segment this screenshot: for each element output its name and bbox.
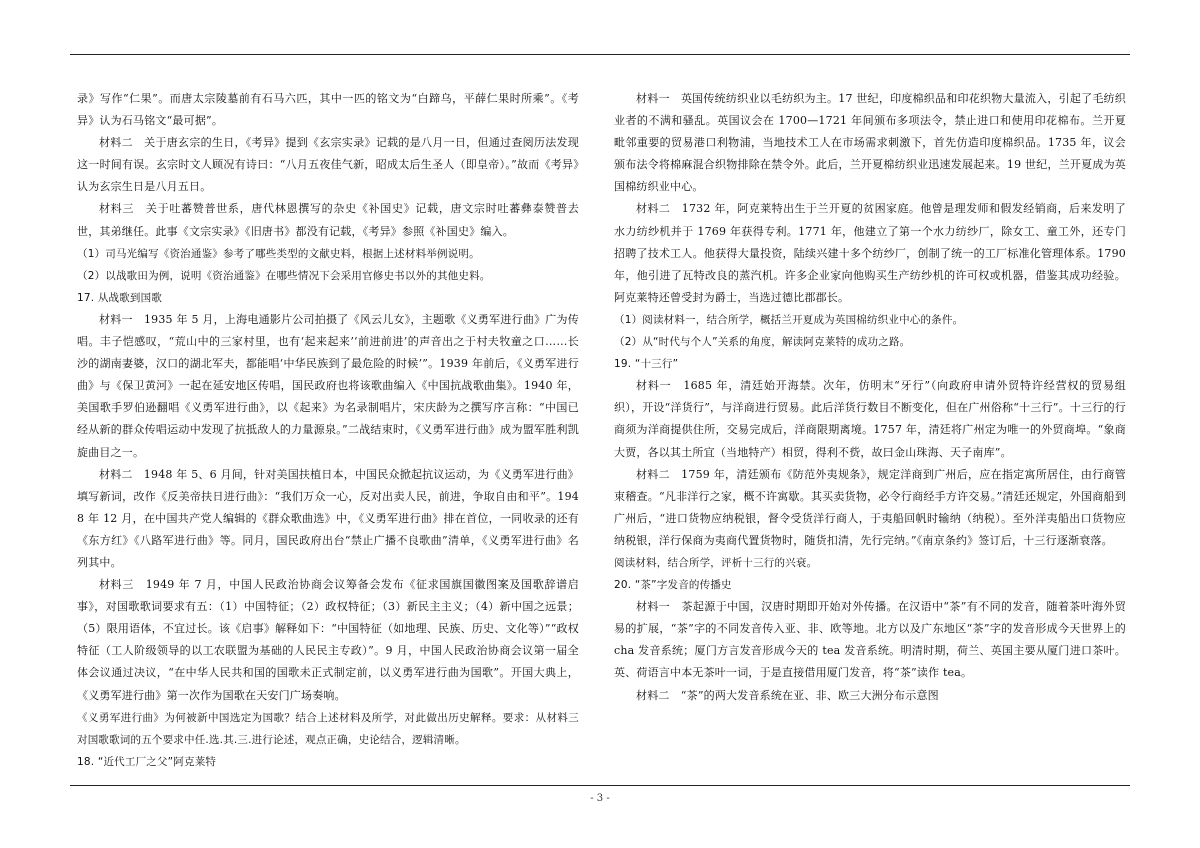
header-rule (70, 54, 1130, 55)
page-number: - 3 - (590, 793, 610, 804)
left-column (77, 88, 579, 773)
right-paragraph-1: 材料一 英国传统纺织业以毛纺织为主。17 世纪，印度棉织品和印花织物大量流入，引起了毛纺织业者的不满和骚乱。英国议会在 1700—1721 年间颁布多项法令，禁止进口和使用印花棉布。兰开夏毗邻重要的贸易港口利物浦，当地技术工人在市场需求刺激下，首先仿造印度棉织品。1735 年，议会颁布法令将棉麻混合织物排除在禁令外。此后，兰开夏棉纺织业迅速发展起来。19 世纪，兰开夏成为英国棉纺织业中心。 (614, 92, 1126, 194)
right-paragraph-2: 材料二 1732 年，阿克莱特出生于兰开夏的贫困家庭。他曾是理发师和假发经销商，后来发明了水力纺纱机并于 1769 年获得专利。1771 年，他建立了第一个水力纺纱厂，除女工、童工外，还专门招聘了技术工人。他获得大量投资，陆续兴建十多个纺纱厂，创制了统一的工厂标准化管理体系。1790 年，他引进了瓦特改良的蒸汽机。许多企业家向他购买生产纺纱机的许可权或机器，借鉴其成功经验。阿克莱特还曾受封为爵士，当选过德比郡郡长。 (614, 202, 1126, 304)
question-19-title: 19. “十三行” (614, 358, 679, 371)
left-paragraph-6: 材料三 1949 年 7 月，中国人民政治协商会议筹备会发布《征求国旗国徽图案及国歌辞谱启事》，对国歌歌词要求有五：（1）中国特征；（2）政权特征；（3）新民主主义；（4）新中国之远景；（5）限用语体，不宜过长。该《启事》解释如下：“中国特征（如地理、民族、历史、文化等）”“政权特征（工人阶级领导的以工农联盟为基础的人民民主专政）”。9 月，中国人民政治协商会议第一届全体会议通过决议，“在中华人民共和国的国歌未正式制定前，以义勇军进行曲为国歌”。开国大典上，《义勇军进行曲》第一次作为国歌在天安门广场奏响。 (77, 578, 579, 702)
left-question-3: 《义勇军进行曲》为何被新中国选定为国歌？结合上述材料及所学，对此做出历史解释。要求：从材料三对国歌歌词的五个要求中任.选.其.三.进行论述，观点正确，史论结合，逻辑清晰。 (77, 711, 579, 746)
right-column (614, 88, 1126, 707)
question-18-title: 18. “近代工厂之父”阿克莱特 (77, 755, 217, 768)
question-20-title: 20. “茶”字发音的传播史 (614, 579, 732, 592)
question-17-title: 17. 从战歌到国歌 (77, 291, 163, 304)
right-paragraph-6: 材料二 “茶”的两大发音系统在亚、非、欧三大洲分布示意图 (636, 688, 939, 702)
left-question-1: （1）司马光编写《资治通鉴》参考了哪些类型的文献史料，根据上述材料举例说明。 (77, 247, 480, 260)
right-paragraph-3: 材料一 1685 年，清廷始开海禁。次年，仿明末“牙行”（向政府申请外贸特许经营权的贸易组织），开设“洋货行”，与洋商进行贸易。此后洋货行数目不断变化，但在广州俗称“十三行”。十三行的行商须为洋商提供住所，交易完成后，洋商限期离境。1757 年，清廷将广州定为唯一的外贸商埠。“象商大贾，各以其土所宜（当地特产）相贸，得利不赀，故曰金山珠海、天子南库”。 (614, 379, 1126, 459)
left-paragraph-4: 材料一 1935 年 5 月，上海电通影片公司拍摄了《风云儿女》，主题歌《义勇军进行曲》广为传唱。丰子恺感叹，“荒山中的三家村里，也有‘起来起来’‘前进前进’的声音出之于村夫牧童之口……长沙的湖南妻婆，汉口的湖北军夫，都能唱‘中华民族到了最危险的时候’”。1939 年前后，《义勇军进行曲》与《保卫黄河》一起在延安地区传唱，国民政府也将该歌曲编入《中国抗战歌曲集》。1940 年，美国歌手罗伯逊翻唱《义勇军进行曲》，以《起来》为名录制唱片，宋庆龄为之撰写序言称：“中国已经从新的群众传唱运动中发现了抗抵敌人的力量源泉。”二战结束时，《义勇军进行曲》成为盟军胜利凯旋曲目之一。 (77, 312, 579, 459)
right-paragraph-4: 材料二 1759 年，清廷颁布《防范外夷规条》，规定洋商到广州后，应在指定寓所居住，由行商管束稽查。“凡非洋行之家，概不许寓歇。其买卖货物，必令行商经手方许交易。”清廷还规定，外国商船到广州后，“进口货物应纳税银，督令受货洋行商人，于夷船回帆时输纳（纳税）。至外洋夷船出口货物应纳税银，洋行保商为夷商代置货物时，随货扣清，先行完纳。”《南京条约》签订后，十三行逐渐衰落。 (614, 467, 1126, 547)
left-paragraph-2: 材料二 关于唐玄宗的生日，《考异》提到《玄宗实录》记载的是八月一日，但通过查阅历法发现这一时间有误。玄宗时文人顾况有诗曰：“八月五夜佳气新，昭成太后生圣人（即皇帝）。”故而《考异》认为玄宗生日是八月五日。 (77, 136, 579, 194)
left-paragraph-1: 录》写作“仁果”。而唐太宗陵墓前有石马六匹，其中一匹的铭文为“白蹄乌，平薛仁果时所乘”。《考异》认为石马铭文“最可据”。 (77, 92, 579, 128)
footer-rule (70, 785, 1130, 786)
right-question-1: （1）阅读材料一，结合所学，概括兰开夏成为英国棉纺织业中心的条件。 (614, 313, 964, 326)
left-paragraph-3: 材料三 关于吐蕃赞普世系，唐代林恩撰写的杂史《补国史》记载，唐文宗时吐蕃彝泰赞普去世，其弟继任。此事《文宗实录》《旧唐书》都没有记载，《考异》参照《补国史》编入。 (77, 202, 579, 238)
left-paragraph-5: 材料二 1948 年 5、6 月间，针对美国扶植日本，中国民众掀起抗议运动，为《义勇军进行曲》填写新词，改作《反美帝扶日进行曲》：“我们万众一心，反对出卖人民，前进，争取自由和平”。1948 年 12 月，在中国共产党人编辑的《群众歌曲选》中，《义勇军进行曲》排在首位，一同收录的还有《东方红》《八路军进行曲》等。同月，国民政府出台“禁止广播不良歌曲”清单，《义勇军进行曲》名列其中。 (77, 467, 579, 569)
left-question-2: （2）以战歌田为例，说明《资治通鉴》在哪些情况下会采用官修史书以外的其他史料。 (77, 269, 491, 282)
right-paragraph-5: 材料一 茶起源于中国，汉唐时期即开始对外传播。在汉语中“茶”有不同的发音，随着茶叶海外贸易的扩展，“茶”字的不同发音传入亚、非、欧等地。北方以及广东地区“茶”字的发音形成今天世界上的 cha 发音系统；厦门方言发音形成今天的 tea 发音系统。明清时期，荷兰、英国主要从厦门进口茶叶。英、荷语言中本无茶叶一词，于是直接借用厦门发音，将“茶”读作 tea。 (614, 600, 1126, 680)
right-question-2: （2）从“时代与个人”关系的角度，解读阿克莱特的成功之路。 (614, 336, 911, 349)
right-question-3: 阅读材料，结合所学，评析十三行的兴衰。 (614, 556, 818, 569)
